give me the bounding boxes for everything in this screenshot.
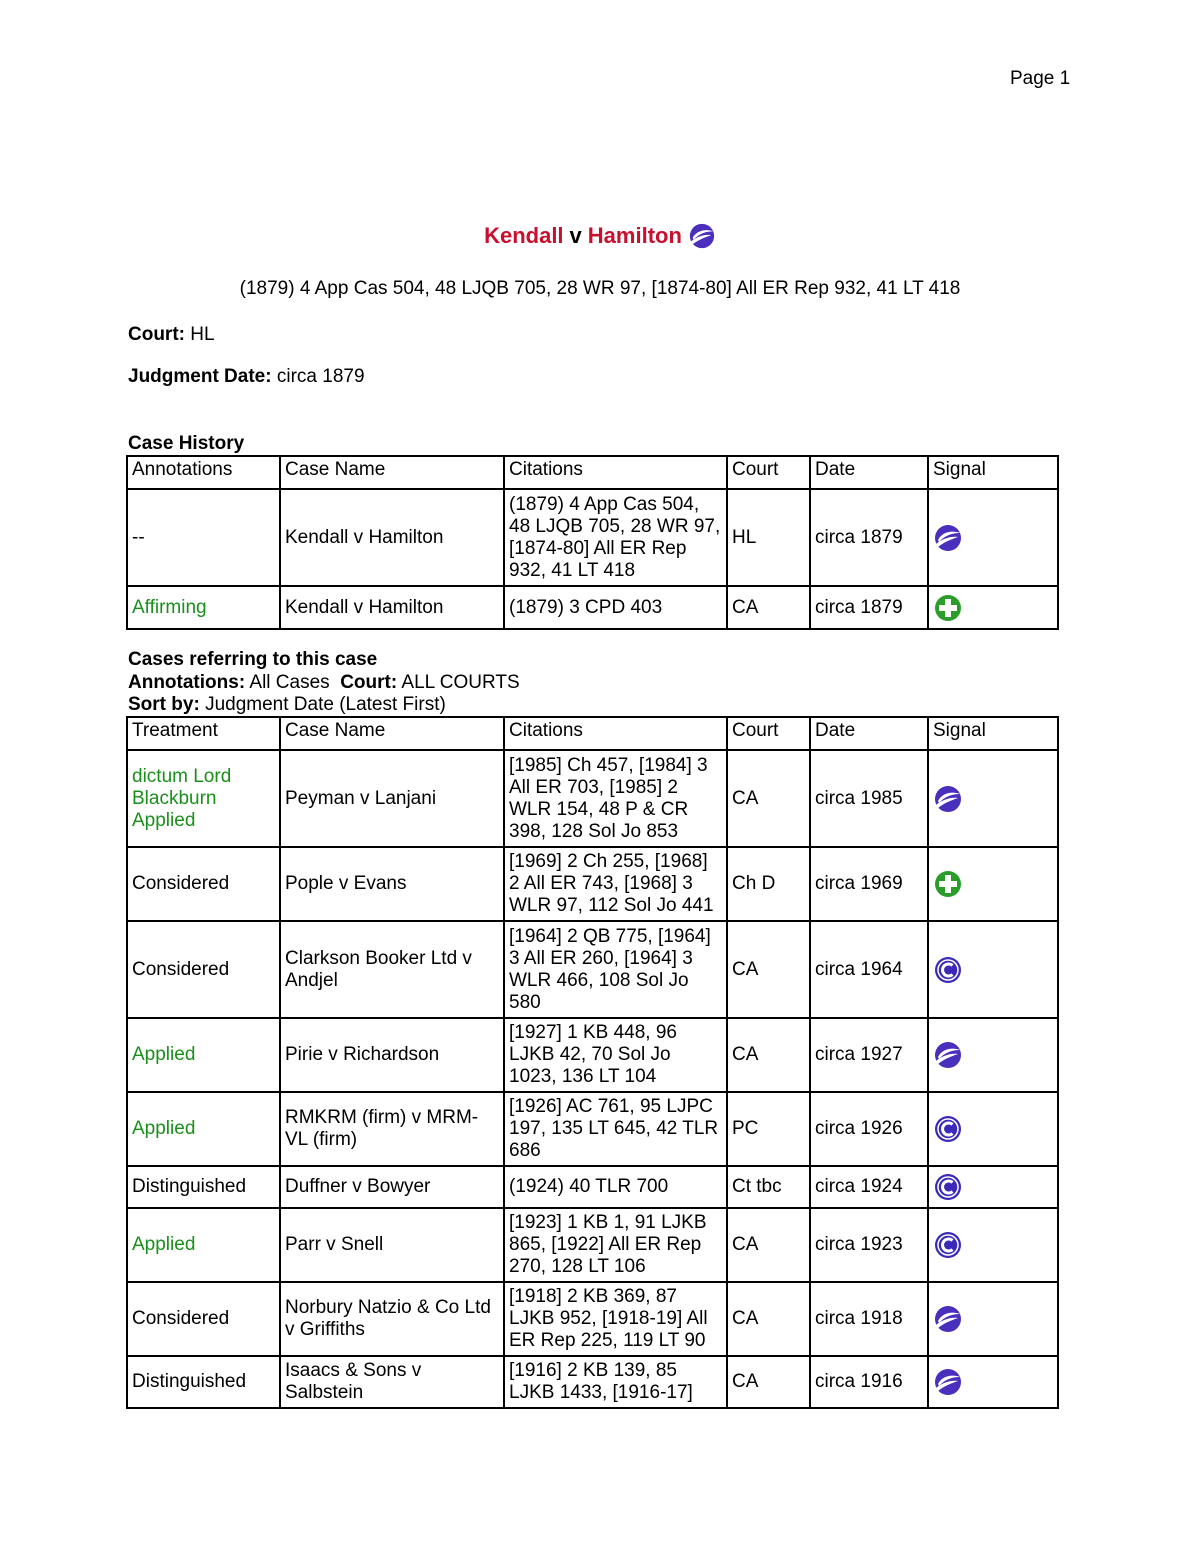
referring-cases-table — [126, 716, 1059, 1409]
page-title — [484, 222, 716, 250]
court-cell: CA — [727, 1208, 810, 1282]
court-cell: CA — [727, 586, 810, 629]
table-header-row — [127, 717, 1058, 750]
case-name-link[interactable]: Isaacs & Sons v Salbstein — [280, 1356, 504, 1408]
column-header: Court — [727, 456, 810, 489]
treatment-link[interactable]: Applied — [127, 1092, 280, 1166]
citations-cell: (1879) 4 App Cas 504, 48 LJQB 705, 28 WR 97, [1874-80] All ER Rep 932, 41 LT 418 — [504, 489, 727, 586]
citations-cell: [1985] Ch 457, [1984] 3 All ER 703, [1985] 2 WLR 154, 48 P & CR 398, 128 Sol Jo 853 — [504, 750, 727, 847]
court-cell: Ch D — [727, 847, 810, 921]
signal-cell — [928, 1166, 1058, 1208]
sort-label: Sort by: — [128, 694, 200, 715]
table-row — [127, 586, 1058, 629]
signal-cell — [928, 847, 1058, 921]
signal-cell — [928, 489, 1058, 586]
cited-c-icon[interactable] — [933, 1172, 963, 1202]
date-cell: circa 1985 — [810, 750, 928, 847]
neutral-swoosh-icon[interactable] — [933, 523, 963, 553]
case-name-link[interactable]: Peyman v Lanjani — [280, 750, 504, 847]
column-header: Signal — [928, 456, 1058, 489]
column-header: Annotations — [127, 456, 280, 489]
neutral-swoosh-icon — [688, 222, 716, 250]
court-line — [128, 324, 215, 346]
date-cell: circa 1918 — [810, 1282, 928, 1356]
citations-cell: [1969] 2 Ch 255, [1968] 2 All ER 743, [1968] 3 WLR 97, 112 Sol Jo 441 — [504, 847, 727, 921]
citations-cell: (1924) 40 TLR 700 — [504, 1166, 727, 1208]
date-cell: circa 1924 — [810, 1166, 928, 1208]
date-cell: circa 1879 — [810, 586, 928, 629]
date-cell: circa 1916 — [810, 1356, 928, 1408]
court-filter-label: Court: — [340, 672, 398, 693]
case-name-link[interactable]: Clarkson Booker Ltd v Andjel — [280, 921, 504, 1018]
treatment-link[interactable]: dictum Lord Blackburn Applied — [127, 750, 280, 847]
table-row — [127, 1018, 1058, 1092]
date-cell: circa 1923 — [810, 1208, 928, 1282]
column-header: Treatment — [127, 717, 280, 750]
court-label: Court: — [128, 324, 185, 345]
table-row — [127, 1166, 1058, 1208]
court-cell: CA — [727, 750, 810, 847]
title-party-2: Hamilton — [587, 223, 682, 248]
table-row — [127, 750, 1058, 847]
case-name-link[interactable]: Parr v Snell — [280, 1208, 504, 1282]
case-title-block — [0, 222, 1200, 250]
case-name-link[interactable]: Duffner v Bowyer — [280, 1166, 504, 1208]
signal-cell — [928, 1018, 1058, 1092]
neutral-swoosh-icon[interactable] — [933, 784, 963, 814]
neutral-swoosh-icon[interactable] — [933, 1367, 963, 1397]
column-header: Case Name — [280, 717, 504, 750]
signal-cell — [928, 586, 1058, 629]
citations-cell: (1879) 3 CPD 403 — [504, 586, 727, 629]
court-cell: CA — [727, 1018, 810, 1092]
positive-plus-icon[interactable] — [933, 869, 963, 899]
title-versus: v — [569, 223, 582, 248]
treatment-cell: Distinguished — [127, 1166, 280, 1208]
court-cell: HL — [727, 489, 810, 586]
date-cell: circa 1969 — [810, 847, 928, 921]
court-cell: CA — [727, 921, 810, 1018]
treatment-link[interactable]: Applied — [127, 1208, 280, 1282]
case-name-link[interactable]: Kendall v Hamilton — [280, 586, 504, 629]
signal-cell — [928, 750, 1058, 847]
treatment-cell: Considered — [127, 921, 280, 1018]
cited-c-icon[interactable] — [933, 1230, 963, 1260]
date-cell: circa 1926 — [810, 1092, 928, 1166]
column-header: Court — [727, 717, 810, 750]
judgment-date-line — [128, 366, 365, 388]
cited-c-icon[interactable] — [933, 1114, 963, 1144]
column-header: Signal — [928, 717, 1058, 750]
citations-cell: [1964] 2 QB 775, [1964] 3 All ER 260, [1964] 3 WLR 466, 108 Sol Jo 580 — [504, 921, 727, 1018]
annotation-link[interactable]: Affirming — [127, 586, 280, 629]
neutral-swoosh-icon[interactable] — [933, 1304, 963, 1334]
citations-cell: [1923] 1 KB 1, 91 LJKB 865, [1922] All ER Rep 270, 128 LT 106 — [504, 1208, 727, 1282]
column-header: Case Name — [280, 456, 504, 489]
column-header: Citations — [504, 456, 727, 489]
court-cell: Ct tbc — [727, 1166, 810, 1208]
positive-plus-icon[interactable] — [933, 593, 963, 623]
table-row — [127, 1356, 1058, 1408]
date-cell: circa 1927 — [810, 1018, 928, 1092]
citations-cell: [1926] AC 761, 95 LJPC 197, 135 LT 645, 42 TLR 686 — [504, 1092, 727, 1166]
citations-cell: [1918] 2 KB 369, 87 LJKB 952, [1918-19] All ER Rep 225, 119 LT 90 — [504, 1282, 727, 1356]
signal-cell — [928, 1356, 1058, 1408]
signal-cell — [928, 1208, 1058, 1282]
case-history-heading: Case History — [128, 433, 245, 454]
annotations-filter-label: Annotations: — [128, 672, 246, 693]
date-cell: circa 1879 — [810, 489, 928, 586]
case-name-link[interactable]: RMKRM (firm) v MRM-VL (firm) — [280, 1092, 504, 1166]
table-row — [127, 1282, 1058, 1356]
table-header-row — [127, 456, 1058, 489]
column-header: Citations — [504, 717, 727, 750]
signal-cell — [928, 1092, 1058, 1166]
table-row — [127, 1092, 1058, 1166]
treatment-link[interactable]: Applied — [127, 1018, 280, 1092]
citations-cell: [1927] 1 KB 448, 96 LJKB 42, 70 Sol Jo 1023, 136 LT 104 — [504, 1018, 727, 1092]
court-cell: CA — [727, 1356, 810, 1408]
cited-c-icon[interactable] — [933, 955, 963, 985]
signal-cell — [928, 921, 1058, 1018]
treatment-cell: Distinguished — [127, 1356, 280, 1408]
case-name-link[interactable]: Kendall v Hamilton — [280, 489, 504, 586]
date-cell: circa 1964 — [810, 921, 928, 1018]
signal-cell — [928, 1282, 1058, 1356]
court-filter-value[interactable]: ALL COURTS — [401, 672, 520, 693]
case-citation: (1879) 4 App Cas 504, 48 LJQB 705, 28 WR 97, [1874-80] All ER Rep 932, 41 LT 418 — [239, 278, 961, 299]
table-row — [127, 1208, 1058, 1282]
court-value: HL — [190, 324, 215, 345]
title-party-1: Kendall — [484, 223, 564, 248]
annotation-cell: -- — [127, 489, 280, 586]
table-row — [127, 489, 1058, 586]
page-number: Page 1 — [1010, 68, 1071, 89]
referring-cases-heading: Cases referring to this case — [128, 649, 378, 670]
column-header: Date — [810, 456, 928, 489]
judgment-date-value: circa 1879 — [276, 366, 365, 387]
case-name-link[interactable]: Pirie v Richardson — [280, 1018, 504, 1092]
court-cell: PC — [727, 1092, 810, 1166]
judgment-date-label: Judgment Date: — [128, 366, 272, 387]
treatment-cell: Considered — [127, 1282, 280, 1356]
annotations-filter-value[interactable]: All Cases — [249, 672, 330, 693]
case-name-link[interactable]: Norbury Natzio & Co Ltd v Griffiths — [280, 1282, 504, 1356]
table-row — [127, 921, 1058, 1018]
table-row — [127, 847, 1058, 921]
neutral-swoosh-icon[interactable] — [933, 1040, 963, 1070]
sort-value[interactable]: Judgment Date (Latest First) — [205, 694, 446, 715]
filter-line — [128, 672, 520, 694]
court-cell: CA — [727, 1282, 810, 1356]
column-header: Date — [810, 717, 928, 750]
treatment-cell: Considered — [127, 847, 280, 921]
citations-cell: [1916] 2 KB 139, 85 LJKB 1433, [1916-17] — [504, 1356, 727, 1408]
case-name-link[interactable]: Pople v Evans — [280, 847, 504, 921]
sort-line — [128, 694, 446, 716]
case-history-table — [126, 455, 1059, 630]
